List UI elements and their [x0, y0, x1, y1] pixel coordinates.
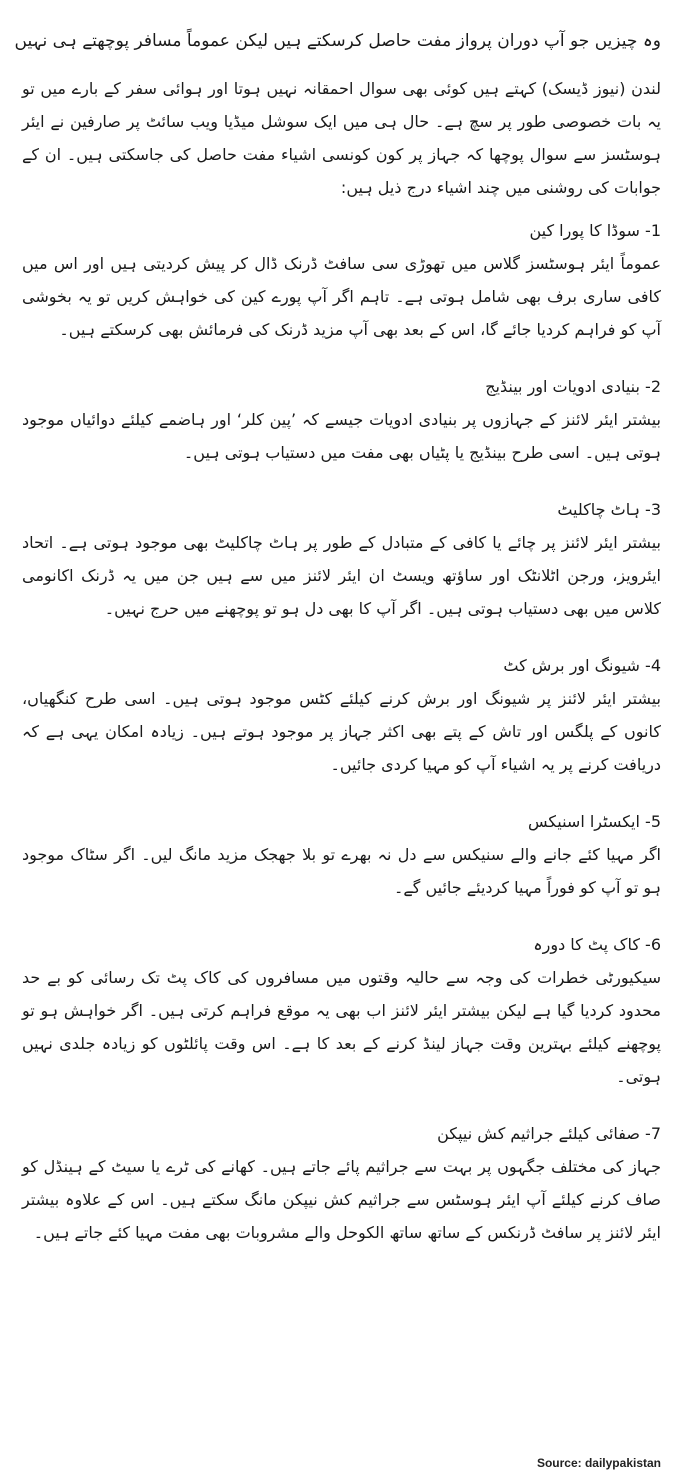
item-heading: 5- ایکسٹرا اسنیکس [528, 812, 661, 831]
item-heading: 7- صفائی کیلئے جراثیم کش نیپکن [437, 1124, 661, 1143]
item-heading: 3- ہاٹ چاکلیٹ [557, 500, 661, 519]
item-heading: 4- شیونگ اور برش کٹ [503, 656, 661, 675]
list-item [14, 370, 669, 469]
item-body: سیکیورٹی خطرات کی وجہ سے حالیہ وقتوں میں مسافروں کی کاک پٹ تک رسائی کو بے حد محدود کردیا گیا ہے لیکن بیشتر ایئر لائنز اب بھی یہ موقع فراہم کرتی ہیں۔ اگر خواہش ہو تو پوچھنے کیلئے بہترین وقت جہاز لینڈ کرنے کے بعد کا ہے۔ اس وقت پائلٹوں کو زیادہ جلدی نہیں ہوتی۔ [22, 968, 661, 1086]
item-body: عموماً ایئر ہوسٹسز گلاس میں تھوڑی سی سافٹ ڈرنک ڈال کر پیش کردیتی ہیں اور اس میں کافی ساری برف بھی شامل ہوتی ہے۔ تاہم اگر آپ پورے کین کی خواہش کریں تو یہ بخوشی آپ کو فراہم کردیا جائے گا، اس کے بعد بھی آپ مزید ڈرنک کی فرمائش بھی کرسکتے ہیں۔ [22, 254, 661, 339]
list-item [14, 214, 669, 346]
article-items [14, 214, 669, 1249]
item-body: بیشتر ایئر لائنز پر چائے یا کافی کے متبادل کے طور پر ہاٹ چاکلیٹ بھی موجود ہوتی ہے۔ اتحاد ایئرویز، ورجن اٹلانٹک اور ساؤتھ ویسٹ ان ایئر لائنز میں سے ہیں جن میں یہ ڈرنک اکانومی کلاس میں بھی دستیاب ہوتی ہیں۔ اگر آپ کا بھی دل ہو تو پوچھنے میں حرج نہیں۔ [22, 533, 661, 618]
item-heading: 2- بنیادی ادویات اور بینڈیج [485, 377, 661, 396]
article-headline: وہ چیزیں جو آپ دوران پرواز مفت حاصل کرسکتے ہیں لیکن عموماً مسافر پوچھتے ہی نہیں [14, 31, 661, 51]
list-item [14, 805, 669, 904]
item-body: بیشتر ایئر لائنز پر شیونگ اور برش کرنے کیلئے کٹس موجود ہوتی ہیں۔ اسی طرح کنگھیاں، کانوں کے پلگس اور تاش کے پتے بھی اکثر جہاز پر موجود ہوتے ہیں۔ زیادہ امکان یہی ہے کہ دریافت کرنے پر یہ اشیاء آپ کو مہیا کردی جائیں۔ [22, 689, 661, 774]
item-body: اگر مہیا کئے جانے والے سنیکس سے دل نہ بھرے تو بلا جھجک مزید مانگ لیں۔ اگر سٹاک موجود ہو تو آپ کو فوراً مہیا کردیئے جائیں گے۔ [22, 845, 661, 897]
list-item [14, 1117, 669, 1249]
item-heading: 6- کاک پٹ کا دورہ [533, 935, 661, 954]
source-credit: Source: dailypakistan [536, 1456, 661, 1470]
list-item [14, 928, 669, 1093]
item-heading: 1- سوڈا کا پورا کین [529, 221, 661, 240]
list-item [14, 493, 669, 625]
item-body: جہاز کی مختلف جگہوں پر بہت سے جراثیم پائے جاتے ہیں۔ کھانے کی ٹرے یا سیٹ کے ہینڈل کو صاف کرنے کیلئے آپ ایئر ہوسٹس سے جراثیم کش نیپکن مانگ سکتے ہیں۔ اس کے علاوہ بیشتر ایئر لائنز پر سافٹ ڈرنکس کے ساتھ ساتھ الکوحل والے مشروبات بھی مفت مہیا کئے جاتے ہیں۔ [22, 1157, 661, 1242]
list-item [14, 649, 669, 781]
article-intro: لندن (نیوز ڈیسک) کہتے ہیں کوئی بھی سوال احمقانہ نہیں ہوتا اور ہوائی سفر کے بارے میں تو یہ بات خصوصی طور پر سچ ہے۔ حال ہی میں ایک سوشل میڈیا ویب سائٹ پر صارفین نے ایئر ہوسٹسز سے سوال پوچھا کہ جہاز پر کون کونسی اشیاء مفت حاصل کی جاسکتی ہیں۔ ان کے جوابات کی روشنی میں چند اشیاء درج ذیل ہیں: [22, 79, 661, 197]
item-body: بیشتر ایئر لائنز کے جہازوں پر بنیادی ادویات جیسے کہ ’پین کلر‘ اور ہاضمے کیلئے دوائیاں موجود ہوتی ہیں۔ اسی طرح بینڈیج یا پٹیاں بھی مفت میں دستیاب ہوتی ہیں۔ [22, 410, 661, 462]
